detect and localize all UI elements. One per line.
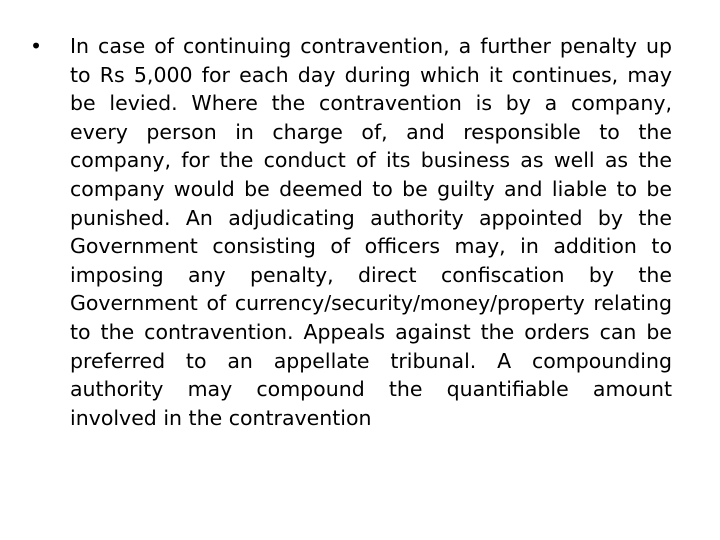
bullet-text: In case of continuing contravention, a further penalty up to Rs 5,000 for each day during which it continues, may be levied. Where the contravention is by a company, every person in charge of, and responsible to the company, for the conduct of its business as well as the company would be deemed to be guilty and liable to be punished. An adjudicating authority appointed by the Government consisting of officers may, in addition to imposing any penalty, direct confiscation by the Government of currency/security/money/property relating to the contravention. Appeals against the orders can be preferred to an appellate tribunal. A compounding authority may compound the quantifiable amount involved in the contravention [70,34,672,430]
bullet-list [30,32,672,432]
bullet-marker: • [30,34,43,58]
bullet-item [30,32,672,432]
